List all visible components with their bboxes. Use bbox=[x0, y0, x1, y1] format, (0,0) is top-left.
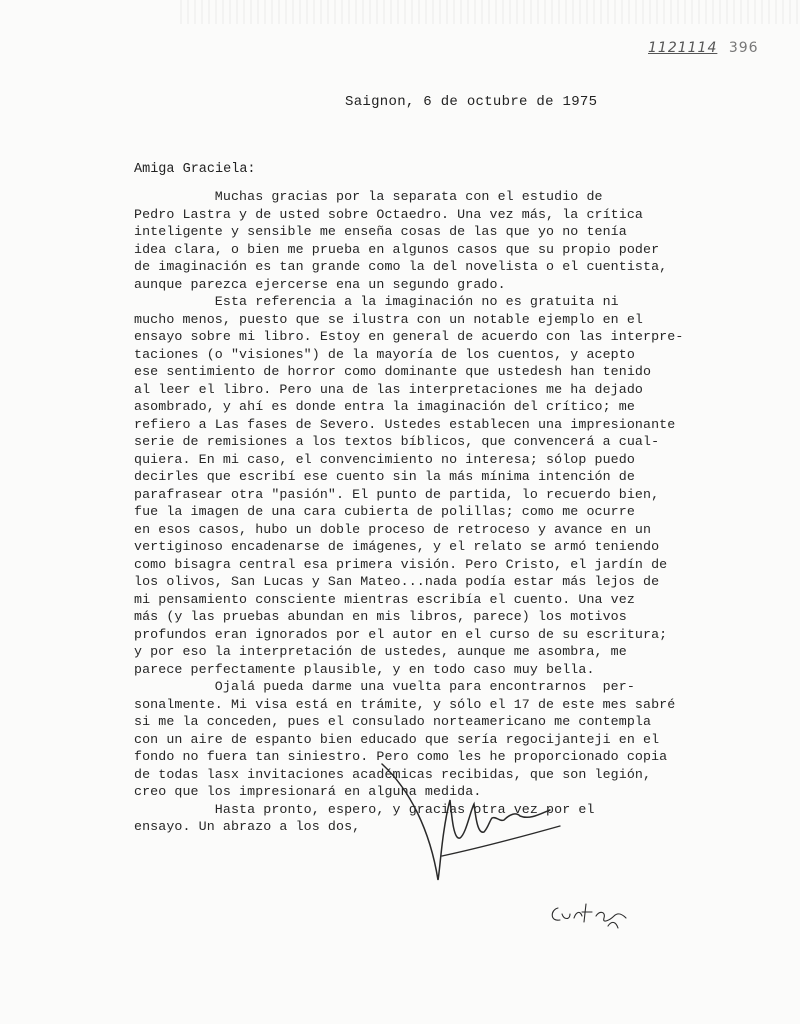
letter-line: parece perfectamente plausible, y en todo caso muy bella. bbox=[134, 661, 595, 677]
letter-line: y por eso la interpretación de ustedes, aunque me asombra, me bbox=[134, 644, 627, 659]
letter-date: Saignon, 6 de octubre de 1975 bbox=[345, 94, 598, 110]
letter-line: fue la imagen de una cara cubierta de polillas; como me ocurre bbox=[134, 504, 635, 519]
letter-line: ensayo. Un abrazo a los dos, bbox=[134, 819, 361, 834]
letter-line: más (y las pruebas abundan en mis libros, parece) los motivos bbox=[134, 609, 627, 624]
letter-line: Ojalá pueda darme una vuelta para encontrarnos per- bbox=[134, 679, 635, 694]
letter-line: Esta referencia a la imaginación no es gratuita ni bbox=[134, 294, 619, 309]
letter-line: creo que los impresionará en alguna medida. bbox=[134, 784, 482, 799]
letter-line: al leer el libro. Pero una de las interpretaciones me ha dejado bbox=[134, 381, 644, 397]
letter-line: Hasta pronto, espero, y gracias otra vez por el bbox=[134, 801, 595, 817]
letter-line: con un aire de espanto bien educado que sería regocijanteji en el bbox=[134, 731, 660, 747]
archive-number bbox=[648, 40, 759, 56]
letter-line: Pedro Lastra y de usted sobre Octaedro. Una vez más, la crítica bbox=[134, 206, 644, 222]
catalog-number: 1121114 bbox=[648, 40, 718, 56]
salutation: Amiga Graciela: bbox=[134, 162, 256, 177]
letter-line: de todas lasx invitaciones académicas recibidas, que son legión, bbox=[134, 766, 652, 782]
letter-line: mi pensamiento consciente mientras escribía el cuento. Una vez bbox=[134, 591, 635, 607]
letter-line: decirles que escribí ese cuento sin la más mínima intención de bbox=[134, 469, 635, 484]
letter-line: como bisagra central esa primera visión. Pero Cristo, el jardín de bbox=[134, 556, 668, 572]
letter-line: asombrado, y ahí es donde entra la imaginación del crítico; me bbox=[134, 399, 635, 414]
letter-line: de imaginación es tan grande como la del novelista o el cuentista, bbox=[134, 259, 668, 274]
letter-body bbox=[134, 188, 774, 836]
letter-line: sonalmente. Mi visa está en trámite, y sólo el 17 de este mes sabré bbox=[134, 696, 676, 712]
letter-line: ensayo sobre mi libro. Estoy en general de acuerdo con las interpre- bbox=[134, 329, 684, 344]
letter-line: los olivos, San Lucas y San Mateo...nada podía estar más lejos de bbox=[134, 574, 660, 589]
letter-line: profundos eran ignorados por el autor en el curso de su escritura; bbox=[134, 626, 668, 642]
letter-line: ese sentimiento de horror como dominante que ustedesh han tenido bbox=[134, 364, 652, 379]
letter-line: en esos casos, hubo un doble proceso de retroceso y avance en un bbox=[134, 521, 652, 537]
letter-line: idea clara, o bien me prueba en algunos casos que su propio poder bbox=[134, 241, 660, 257]
letter-line: taciones (o "visiones") de la mayoría de los cuentos, y acepto bbox=[134, 346, 635, 362]
letter-line: inteligente y sensible me enseña cosas de las que yo no tenía bbox=[134, 224, 627, 239]
folio-number: 396 bbox=[728, 40, 759, 56]
letter-line: quiera. En mi caso, el convencimiento no interesa; sólop puedo bbox=[134, 451, 635, 467]
letter-line: mucho menos, puesto que se ilustra con un notable ejemplo en el bbox=[134, 311, 644, 327]
handwritten-signature bbox=[380, 760, 580, 890]
letter-line: parafrasear otra "pasión". El punto de partida, lo recuerdo bien, bbox=[134, 486, 660, 502]
letter-line: aunque parezca ejercerse ena un segundo grado. bbox=[134, 276, 506, 292]
letter-line: vertiginoso encadenarse de imágenes, y el relato se armó teniendo bbox=[134, 539, 660, 554]
letter-line: si me la conceden, pues el consulado norteamericano me contempla bbox=[134, 714, 652, 729]
signature-name-scribble bbox=[548, 900, 638, 930]
letter-line: Muchas gracias por la separata con el estudio de bbox=[134, 189, 603, 204]
paper-speckle bbox=[180, 0, 800, 24]
letter-line: refiero a Las fases de Severo. Ustedes establecen una impresionante bbox=[134, 416, 676, 432]
letter-line: serie de remisiones a los textos bíblicos, que convencerá a cual- bbox=[134, 434, 660, 449]
letter-line: fondo no fuera tan siniestro. Pero como les he proporcionado copia bbox=[134, 749, 668, 764]
